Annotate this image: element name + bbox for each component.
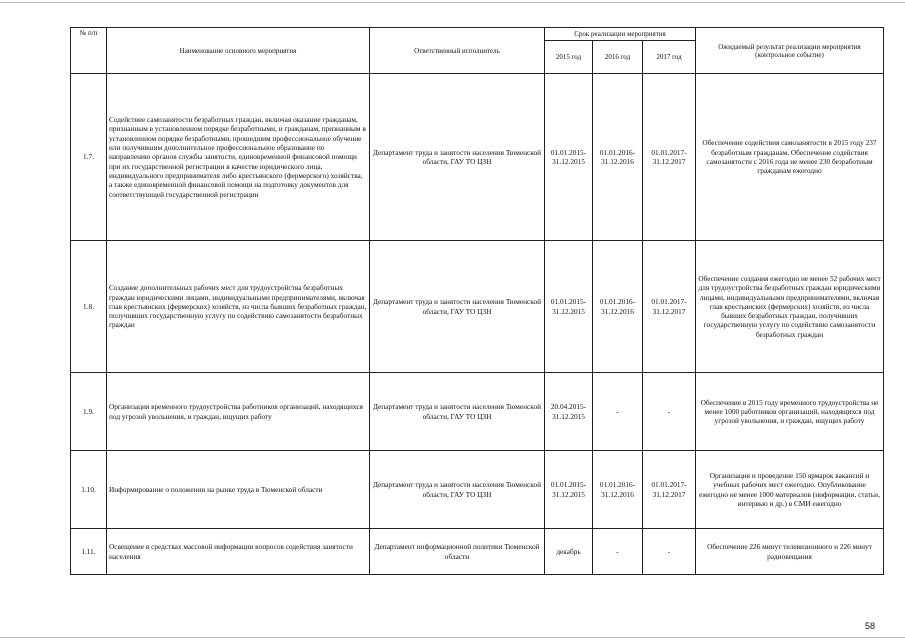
row-num: 1.7. <box>71 74 107 241</box>
header-row-1 <box>71 28 884 41</box>
row-2015: 01.01.2015-31.12.2015 <box>545 74 593 241</box>
row-name: Организация временного трудоустройства работников организаций, находящихся под угрозой увольнения, и граждан, ищущих работу <box>107 373 370 451</box>
row-num: 1.8. <box>71 241 107 373</box>
table-row <box>71 451 884 529</box>
row-2017: 01.01.2017-31.12.2017 <box>643 241 696 373</box>
table-row <box>71 373 884 451</box>
header-2017: 2017 год <box>643 41 696 74</box>
header-term: Срок реализации мероприятия <box>545 28 696 41</box>
header-2016: 2016 год <box>593 41 643 74</box>
row-result: Обеспечение создания ежегодно не менее 52 рабочих мест для трудоустройства безработных граждан юридическими лицами, индивидуальными предпринимателями, включая глав крестьянских (фермерских) хозяйств, из числа бывших безработных граждан, получивших государственную услугу по содействию самозанятости безработных граждан <box>696 241 884 373</box>
row-responsible: Департамент труда и занятости населения Тюменской области, ГАУ ТО ЦЗН <box>370 373 545 451</box>
table-row <box>71 74 884 241</box>
row-2015: 01.01.2015-31.12.2015 <box>545 451 593 529</box>
row-num: 1.9. <box>71 373 107 451</box>
header-num: № п/п <box>71 28 107 74</box>
row-result: Организация и проведение 150 ярмарок вакансий и учебных рабочих мест ежегодно. Опубликование ежегодно не менее 1000 материалов (информации, статьи, интервью и др.) в СМИ ежегодно <box>696 451 884 529</box>
scan-edge-bottom <box>0 637 905 638</box>
row-2016: 01.01.2016-31.12.2016 <box>593 451 643 529</box>
row-2016: - <box>593 529 643 575</box>
table-row <box>71 241 884 373</box>
row-result: Обеспечение 226 минут телевизионного и 226 минут радиовещания <box>696 529 884 575</box>
row-name: Создание дополнительных рабочих мест для трудоустройства безработных граждан юридическими лицами, индивидуальными предпринимателями, включая глав крестьянских (фермерских) хозяйств, из числа бывших безработных граждан, получивших государственную услугу по содействию самозанятости безработных граждан <box>107 241 370 373</box>
row-2015: 20.04.2015-31.12.2015 <box>545 373 593 451</box>
row-responsible: Департамент труда и занятости населения Тюменской области, ГАУ ТО ЦЗН <box>370 451 545 529</box>
row-2017: - <box>643 373 696 451</box>
header-2015: 2015 год <box>545 41 593 74</box>
header-responsible: Ответственный исполнитель <box>370 28 545 74</box>
row-responsible: Департамент информационной политики Тюменской области <box>370 529 545 575</box>
header-name: Наименование основного мероприятия <box>107 28 370 74</box>
row-responsible: Департамент труда и занятости населения Тюменской области, ГАУ ТО ЦЗН <box>370 241 545 373</box>
row-responsible: Департамент труда и занятости населения Тюменской области, ГАУ ТО ЦЗН <box>370 74 545 241</box>
row-2016: 01.01.2016-31.12.2016 <box>593 74 643 241</box>
row-num: 1.11. <box>71 529 107 575</box>
row-2017: 01.01.2017-31.12.2017 <box>643 74 696 241</box>
plan-table <box>70 27 884 575</box>
row-name: Содействие самозанятости безработных граждан, включая оказание гражданам, признанным в установленном порядке безработными, и гражданам, признанным в установленном порядке безработными, прошедшим профессиональное обучение или получившим дополнительное профессиональное образование по направлению органов службы занятости, единовременной финансовой помощи при их государственной регистрации в качестве юридического лица, индивидуального предпринимателя либо крестьянского (фермерского) хозяйства, а также единовременной финансовой помощи на подготовку документов для соответствующей государственной регистрации <box>107 74 370 241</box>
row-result: Обеспечение содействия самозанятости в 2015 году 237 безработным гражданам. Обеспечение содействия самозанятости с 2016 года не менее 230 безработным гражданам ежегодно <box>696 74 884 241</box>
row-2016: 01.01.2016-31.12.2016 <box>593 241 643 373</box>
row-result: Обеспечение в 2015 году временного трудоустройства не менее 1000 работников организаций, находящихся под угрозой увольнения, и граждан, ищущих работу <box>696 373 884 451</box>
table-row <box>71 529 884 575</box>
row-name: Информирование о положении на рынке труда в Тюменской области <box>107 451 370 529</box>
page-number: 58 <box>864 621 875 631</box>
row-name: Освещение в средствах массовой информации вопросов содействия занятости населения <box>107 529 370 575</box>
header-result: Ожидаемый результат реализации мероприятия (контрольное событие) <box>696 28 884 74</box>
row-2015: 01.01.2015-31.12.2015 <box>545 241 593 373</box>
row-2017: 01.01.2017-31.12.2017 <box>643 451 696 529</box>
row-2017: - <box>643 529 696 575</box>
row-2015: декабрь <box>545 529 593 575</box>
scan-edge-top <box>0 2 905 3</box>
row-num: 1.10. <box>71 451 107 529</box>
row-2016: - <box>593 373 643 451</box>
